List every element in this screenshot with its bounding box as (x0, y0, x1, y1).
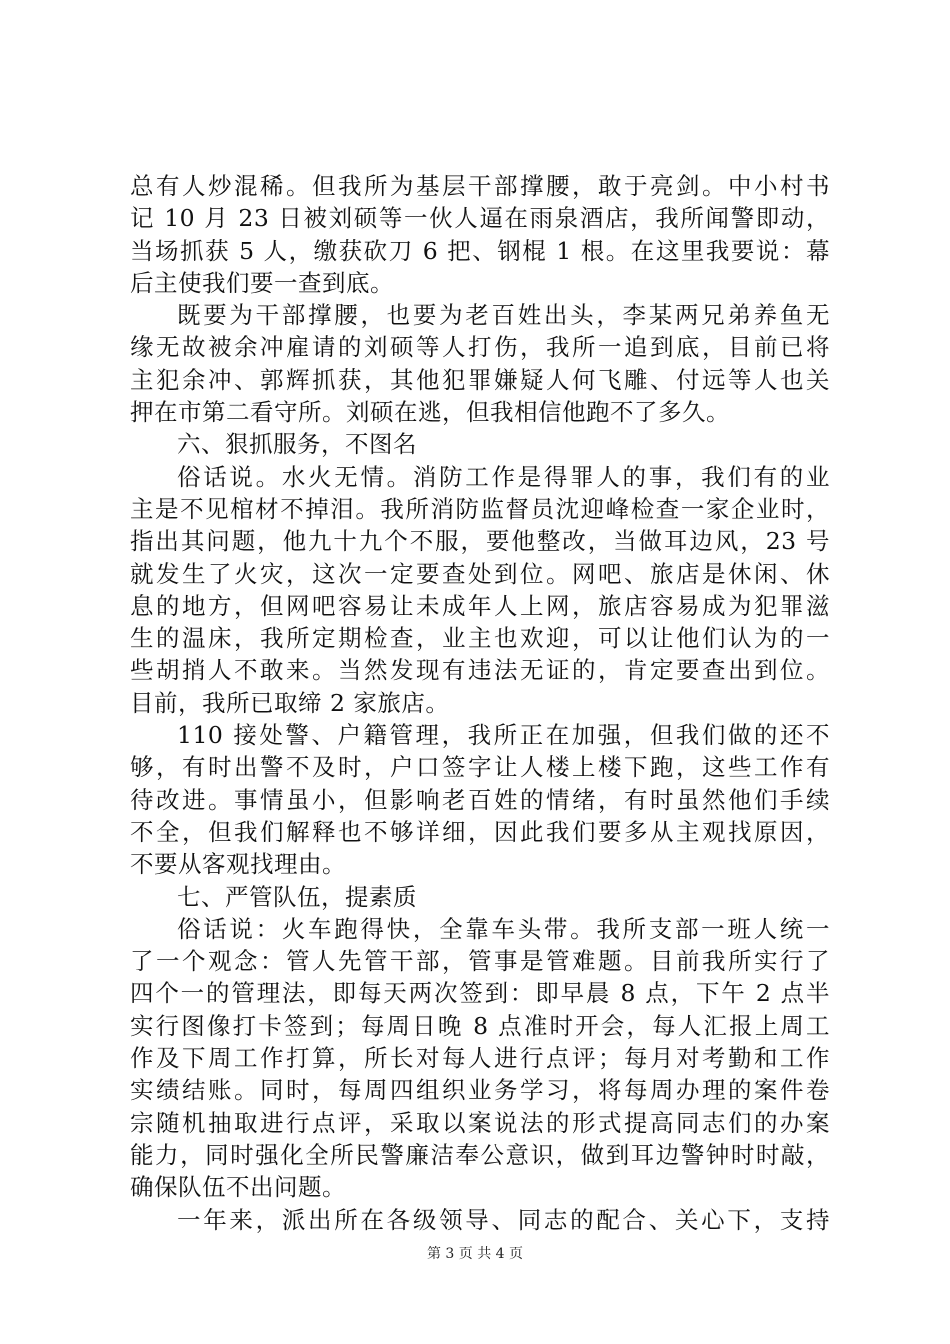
paragraph (130, 170, 830, 299)
text-line: 不要从客观找理由。 (130, 850, 346, 879)
text-line: 押在市第二看守所。刘硕在逃，但我相信他跑不了多久。 (130, 398, 730, 427)
text-line: 能力，同时强化全所民警廉洁奉公意识，做到耳边警钟时时敲， (130, 1140, 830, 1169)
paragraph (130, 719, 830, 880)
text-line: 既要为干部撑腰，也要为老百姓出头，李某两兄弟养鱼无 (177, 301, 830, 330)
text-line: 够，有时出警不及时，户口签字让人楼上楼下跑，这些工作有 (130, 753, 830, 782)
text-line: 了一个观念：管人先管干部，管事是管难题。目前我所实行了 (130, 947, 830, 976)
paragraph (130, 913, 830, 1204)
text-line: 俗话说。水火无情。消防工作是得罪人的事，我们有的业 (177, 462, 830, 491)
text-line: 四个一的管理法，即每天两次签到：即早晨 8 点，下午 2 点半 (130, 979, 830, 1008)
text-line: 主犯余冲、郭辉抓获，其他犯罪嫌疑人何飞雕、付远等人也关 (130, 365, 830, 394)
paragraph (130, 1204, 830, 1236)
text-line: 目前，我所已取缔 2 家旅店。 (130, 688, 450, 717)
paragraph (130, 299, 830, 428)
page-footer: 第 3 页 共 4 页 (426, 1246, 524, 1262)
text-line: 作及下周工作打算，所长对每人进行点评；每月对考勤和工作 (130, 1044, 830, 1073)
text-line: 生的温床，我所定期检查，业主也欢迎，可以让他们认为的一 (130, 624, 830, 653)
text-line: 就发生了火灾，这次一定要查处到位。网吧、旅店是休闲、休 (130, 559, 830, 588)
text-line: 一年来，派出所在各级领导、同志的配合、关心下，支持 (177, 1205, 830, 1234)
text-line: 110 接处警、户籍管理，我所正在加强，但我们做的还不 (177, 721, 830, 750)
text-line: 不全，但我们解释也不够详细，因此我们要多从主观找原因， (130, 817, 830, 846)
paragraph (130, 461, 830, 719)
text-line: 七、严管队伍，提素质 (177, 882, 417, 911)
text-line: 主是不见棺材不掉泪。我所消防监督员沈迎峰检查一家企业时， (130, 494, 830, 523)
text-line: 指出其问题，他九十九个不服，要他整改，当做耳边风，23 号 (130, 527, 830, 556)
text-line: 六、狠抓服务，不图名 (177, 430, 417, 459)
text-line: 缘无故被余冲雇请的刘硕等人打伤，我所一追到底，目前已将 (130, 333, 830, 362)
text-line: 记 10 月 23 日被刘硕等一伙人逼在雨泉酒店，我所闻警即动， (130, 204, 830, 233)
section-heading (130, 428, 830, 460)
text-line: 实行图像打卡签到；每周日晚 8 点准时开会，每人汇报上周工 (130, 1011, 830, 1040)
text-line: 宗随机抽取进行点评，采取以案说法的形式提高同志们的办案 (130, 1108, 830, 1137)
section-heading (130, 881, 830, 913)
text-line: 确保队伍不出问题。 (130, 1173, 346, 1202)
text-line: 总有人炒混稀。但我所为基层干部撑腰，敢于亮剑。中小村书 (130, 172, 830, 200)
text-line: 后主使我们要一查到底。 (130, 268, 394, 297)
text-line: 实绩结账。同时，每周四组织业务学习，将每周办理的案件卷 (130, 1076, 830, 1105)
text-line: 俗话说：火车跑得快，全靠车头带。我所支部一班人统一 (177, 914, 830, 943)
text-line: 些胡捎人不敢来。当然发现有违法无证的，肯定要查出到位。 (130, 656, 830, 685)
text-line: 待改进。事情虽小，但影响老百姓的情绪，有时虽然他们手续 (130, 785, 830, 814)
text-line: 息的地方，但网吧容易让未成年人上网，旅店容易成为犯罪滋 (130, 591, 830, 620)
document-body (130, 170, 830, 1236)
text-line: 当场抓获 5 人，缴获砍刀 6 把、钢棍 1 根。在这里我要说：幕 (130, 236, 830, 265)
